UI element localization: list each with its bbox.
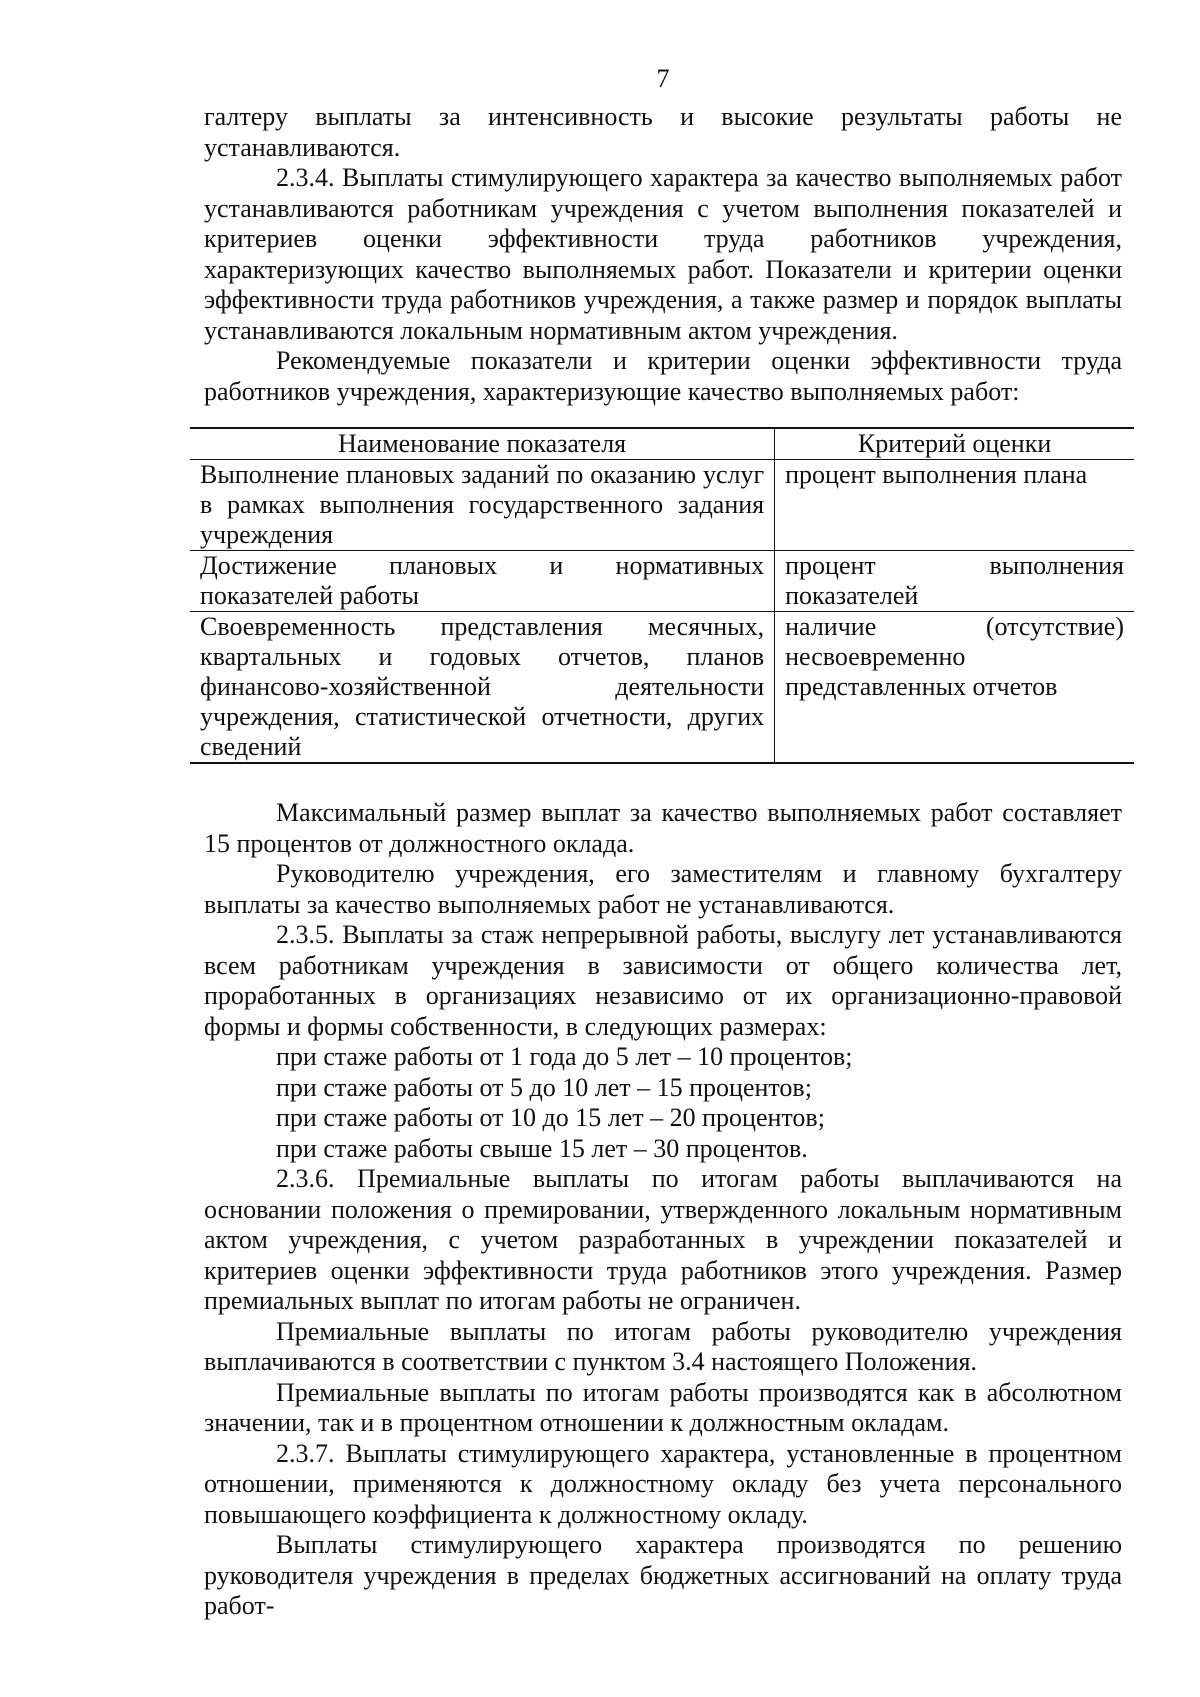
table-row (190, 460, 1134, 551)
indicator-cell: Достижение плановых и нормативных показателей работы (190, 551, 775, 612)
header-indicator-name: Наименование показателя (190, 428, 775, 460)
list-item: при стаже работы от 1 года до 5 лет – 10 процентов; (276, 1042, 853, 1071)
page-number: 7 (656, 64, 670, 93)
paragraph-max-size: Максимальный размер выплат за качество выполняемых работ составляет 15 процентов от должностного оклада. (204, 798, 1122, 858)
paragraph-2-3-6: 2.3.6. Премиальные выплаты по итогам работы выплачиваются на основании положения о премировании, утвержденного локальным нормативным актом учреждения, с учетом разработанных в учреждении показателей и критериев оценки эффективности труда работников этого учреждения. Размер премиальных выплат по итогам работы не ограничен. (204, 1164, 1122, 1315)
criterion-cell: процент выполнения показателей (775, 551, 1134, 612)
header-criterion: Критерий оценки (775, 428, 1134, 460)
table-header-row (190, 428, 1134, 460)
criterion-cell: процент выполнения плана (775, 460, 1134, 551)
indicator-cell: Выполнение плановых заданий по оказанию услуг в рамках выполнения государственного задания учреждения (190, 460, 775, 551)
indicator-cell: Своевременность представления месячных, квартальных и годовых отчетов, планов финансово-хозяйственной деятельности учреждения, статистической отчетности, других сведений (190, 612, 775, 764)
paragraph-director-bonus: Премиальные выплаты по итогам работы руководителю учреждения выплачиваются в соответствии с пунктом 3.4 настоящего Положения. (204, 1316, 1122, 1376)
paragraph-continuation: галтеру выплаты за интенсивность и высокие результаты работы не устанавливаются. (204, 102, 1122, 162)
paragraph-bonus-forms: Премиальные выплаты по итогам работы производятся как в абсолютном значении, так и в процентном отношении к должностным окладам. (204, 1377, 1122, 1437)
list-item: при стаже работы свыше 15 лет – 30 процентов. (276, 1133, 808, 1163)
paragraph-director-exclusion: Руководителю учреждения, его заместителям и главному бухгалтеру выплаты за качество выполняемых работ не устанавливаются. (204, 859, 1122, 919)
table-row (190, 612, 1134, 764)
paragraph-2-3-5: 2.3.5. Выплаты за стаж непрерывной работы, выслугу лет устанавливаются всем работникам учреждения в зависимости от общего количества лет, проработанных в организациях независимо от их организационно-правовой формы и формы собственности, в следующих размерах: (204, 920, 1122, 1041)
criterion-cell: наличие (отсутствие) несвоевременно представленных отчетов (775, 612, 1134, 764)
paragraph-incentive-decision: Выплаты стимулирующего характера производятся по решению руководителя учреждения в пределах бюджетных ассигнований на оплату труда работ- (204, 1530, 1122, 1620)
indicators-table (190, 427, 1134, 764)
list-item: при стаже работы от 5 до 10 лет – 15 процентов; (276, 1072, 812, 1102)
paragraph-2-3-7: 2.3.7. Выплаты стимулирующего характера, установленные в процентном отношении, применяются к должностному окладу без учета персонального повышающего коэффициента к должностному окладу. (204, 1438, 1122, 1529)
indicators-table-wrapper (190, 427, 1134, 764)
paragraph-recommended-indicators: Рекомендуемые показатели и критерии оценки эффективности труда работников учреждения, характеризующие качество выполняемых работ: (204, 346, 1122, 406)
table-row (190, 551, 1134, 612)
paragraph-2-3-4: 2.3.4. Выплаты стимулирующего характера за качество выполняемых работ устанавливаются работникам учреждения с учетом выполнения показателей и критериев оценки эффективности труда работников учреждения, характеризующих качество выполняемых работ. Показатели и критерии оценки эффективности труда работников учреждения, а также размер и порядок выплаты устанавливаются локальным нормативным актом учреждения. (204, 163, 1122, 345)
document-page (200, 64, 1124, 1622)
list-item: при стаже работы от 10 до 15 лет – 20 процентов; (276, 1103, 825, 1132)
